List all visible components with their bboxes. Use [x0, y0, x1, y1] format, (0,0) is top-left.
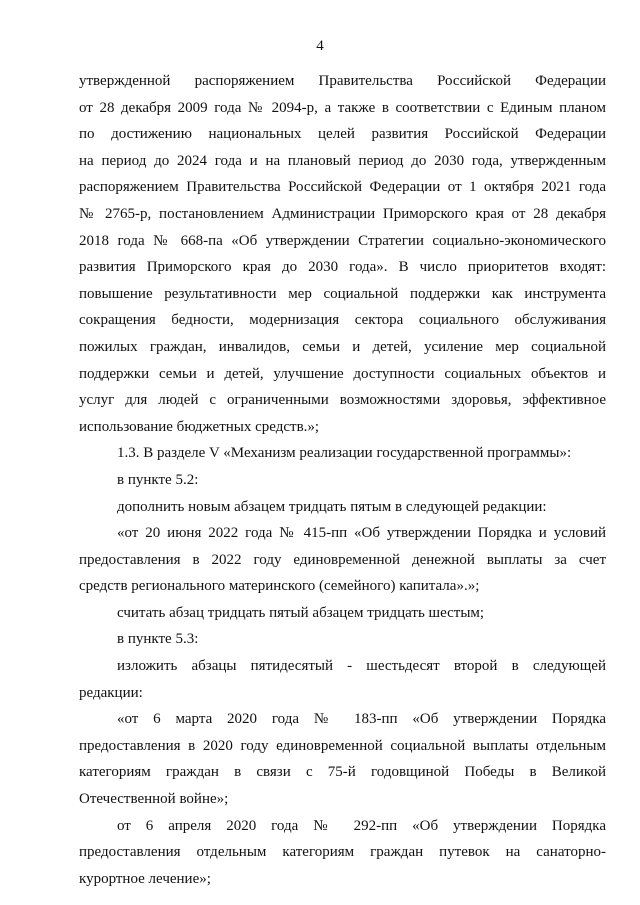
- text-line: пожилых граждан, инвалидов, семьи и детей, усиление мер социальной: [79, 338, 606, 355]
- text-line: использование бюджетных средств.»;: [79, 418, 320, 435]
- text-line: повышение результативности мер социальной поддержки как инструмента: [79, 285, 606, 302]
- text-line: 1.3. В разделе V «Механизм реализации государственной программы»:: [117, 445, 572, 462]
- text-line: «от 6 марта 2020 года № 183-пп «Об утверждении Порядка: [117, 711, 606, 728]
- text-line: считать абзац тридцать пятый абзацем тридцать шестым;: [117, 604, 485, 621]
- text-line: от 28 декабря 2009 года № 2094-р, а также в соответствии с Единым планом: [79, 99, 606, 116]
- text-line: развития Приморского края до 2030 года». В число приоритетов входят:: [79, 259, 606, 276]
- text-line: в пункте 5.2:: [117, 471, 199, 488]
- text-line: по достижению национальных целей развития Российской Федерации: [79, 126, 606, 143]
- text-line: утвержденной распоряжением Правительства Российской Федерации: [79, 73, 606, 89]
- page-number: 4: [316, 38, 324, 54]
- text-line: изложить абзацы пятидесятый - шестьдесят второй в следующей: [117, 658, 606, 675]
- text-line: редакции:: [79, 684, 143, 701]
- text-line: категориям граждан в связи с 75-й годовщиной Победы в Великой: [79, 764, 606, 781]
- text-line: на период до 2024 года и на плановый период до 2030 года, утвержденным: [79, 152, 606, 169]
- document-body: [79, 68, 606, 892]
- text-line: предоставления в 2022 году единовременной денежной выплаты за счет: [79, 551, 606, 568]
- text-line: поддержки семьи и детей, улучшение доступности социальных объектов и: [79, 365, 606, 382]
- text-line: предоставления отдельным категориям граждан путевок на санаторно-: [79, 844, 606, 861]
- text-line: Отечественной войне»;: [79, 791, 229, 808]
- text-line: № 2765-р, постановлением Администрации Приморского края от 28 декабря: [79, 205, 606, 222]
- text-line: распоряжением Правительства Российской Федерации от 1 октября 2021 года: [79, 179, 606, 196]
- text-line: 2018 года № 668-па «Об утверждении Стратегии социально-экономического: [79, 232, 606, 249]
- text-line: средств регионального материнского (семейного) капитала».»;: [79, 578, 480, 595]
- text-line: курортное лечение»;: [79, 870, 211, 887]
- text-line: дополнить новым абзацем тридцать пятым в следующей редакции:: [117, 498, 547, 515]
- text-line: предоставления в 2020 году единовременной социальной выплаты отдельным: [79, 737, 606, 754]
- text-line: в пункте 5.3:: [117, 631, 199, 648]
- text-line: «от 20 июня 2022 года № 415-пп «Об утверждении Порядка и условий: [117, 525, 606, 542]
- text-line: сокращения бедности, модернизация сектора социального обслуживания: [79, 312, 606, 329]
- text-line: от 6 апреля 2020 года № 292-пп «Об утверждении Порядка: [117, 817, 606, 834]
- text-line: услуг для людей с ограниченными возможностями здоровья, эффективное: [79, 392, 606, 409]
